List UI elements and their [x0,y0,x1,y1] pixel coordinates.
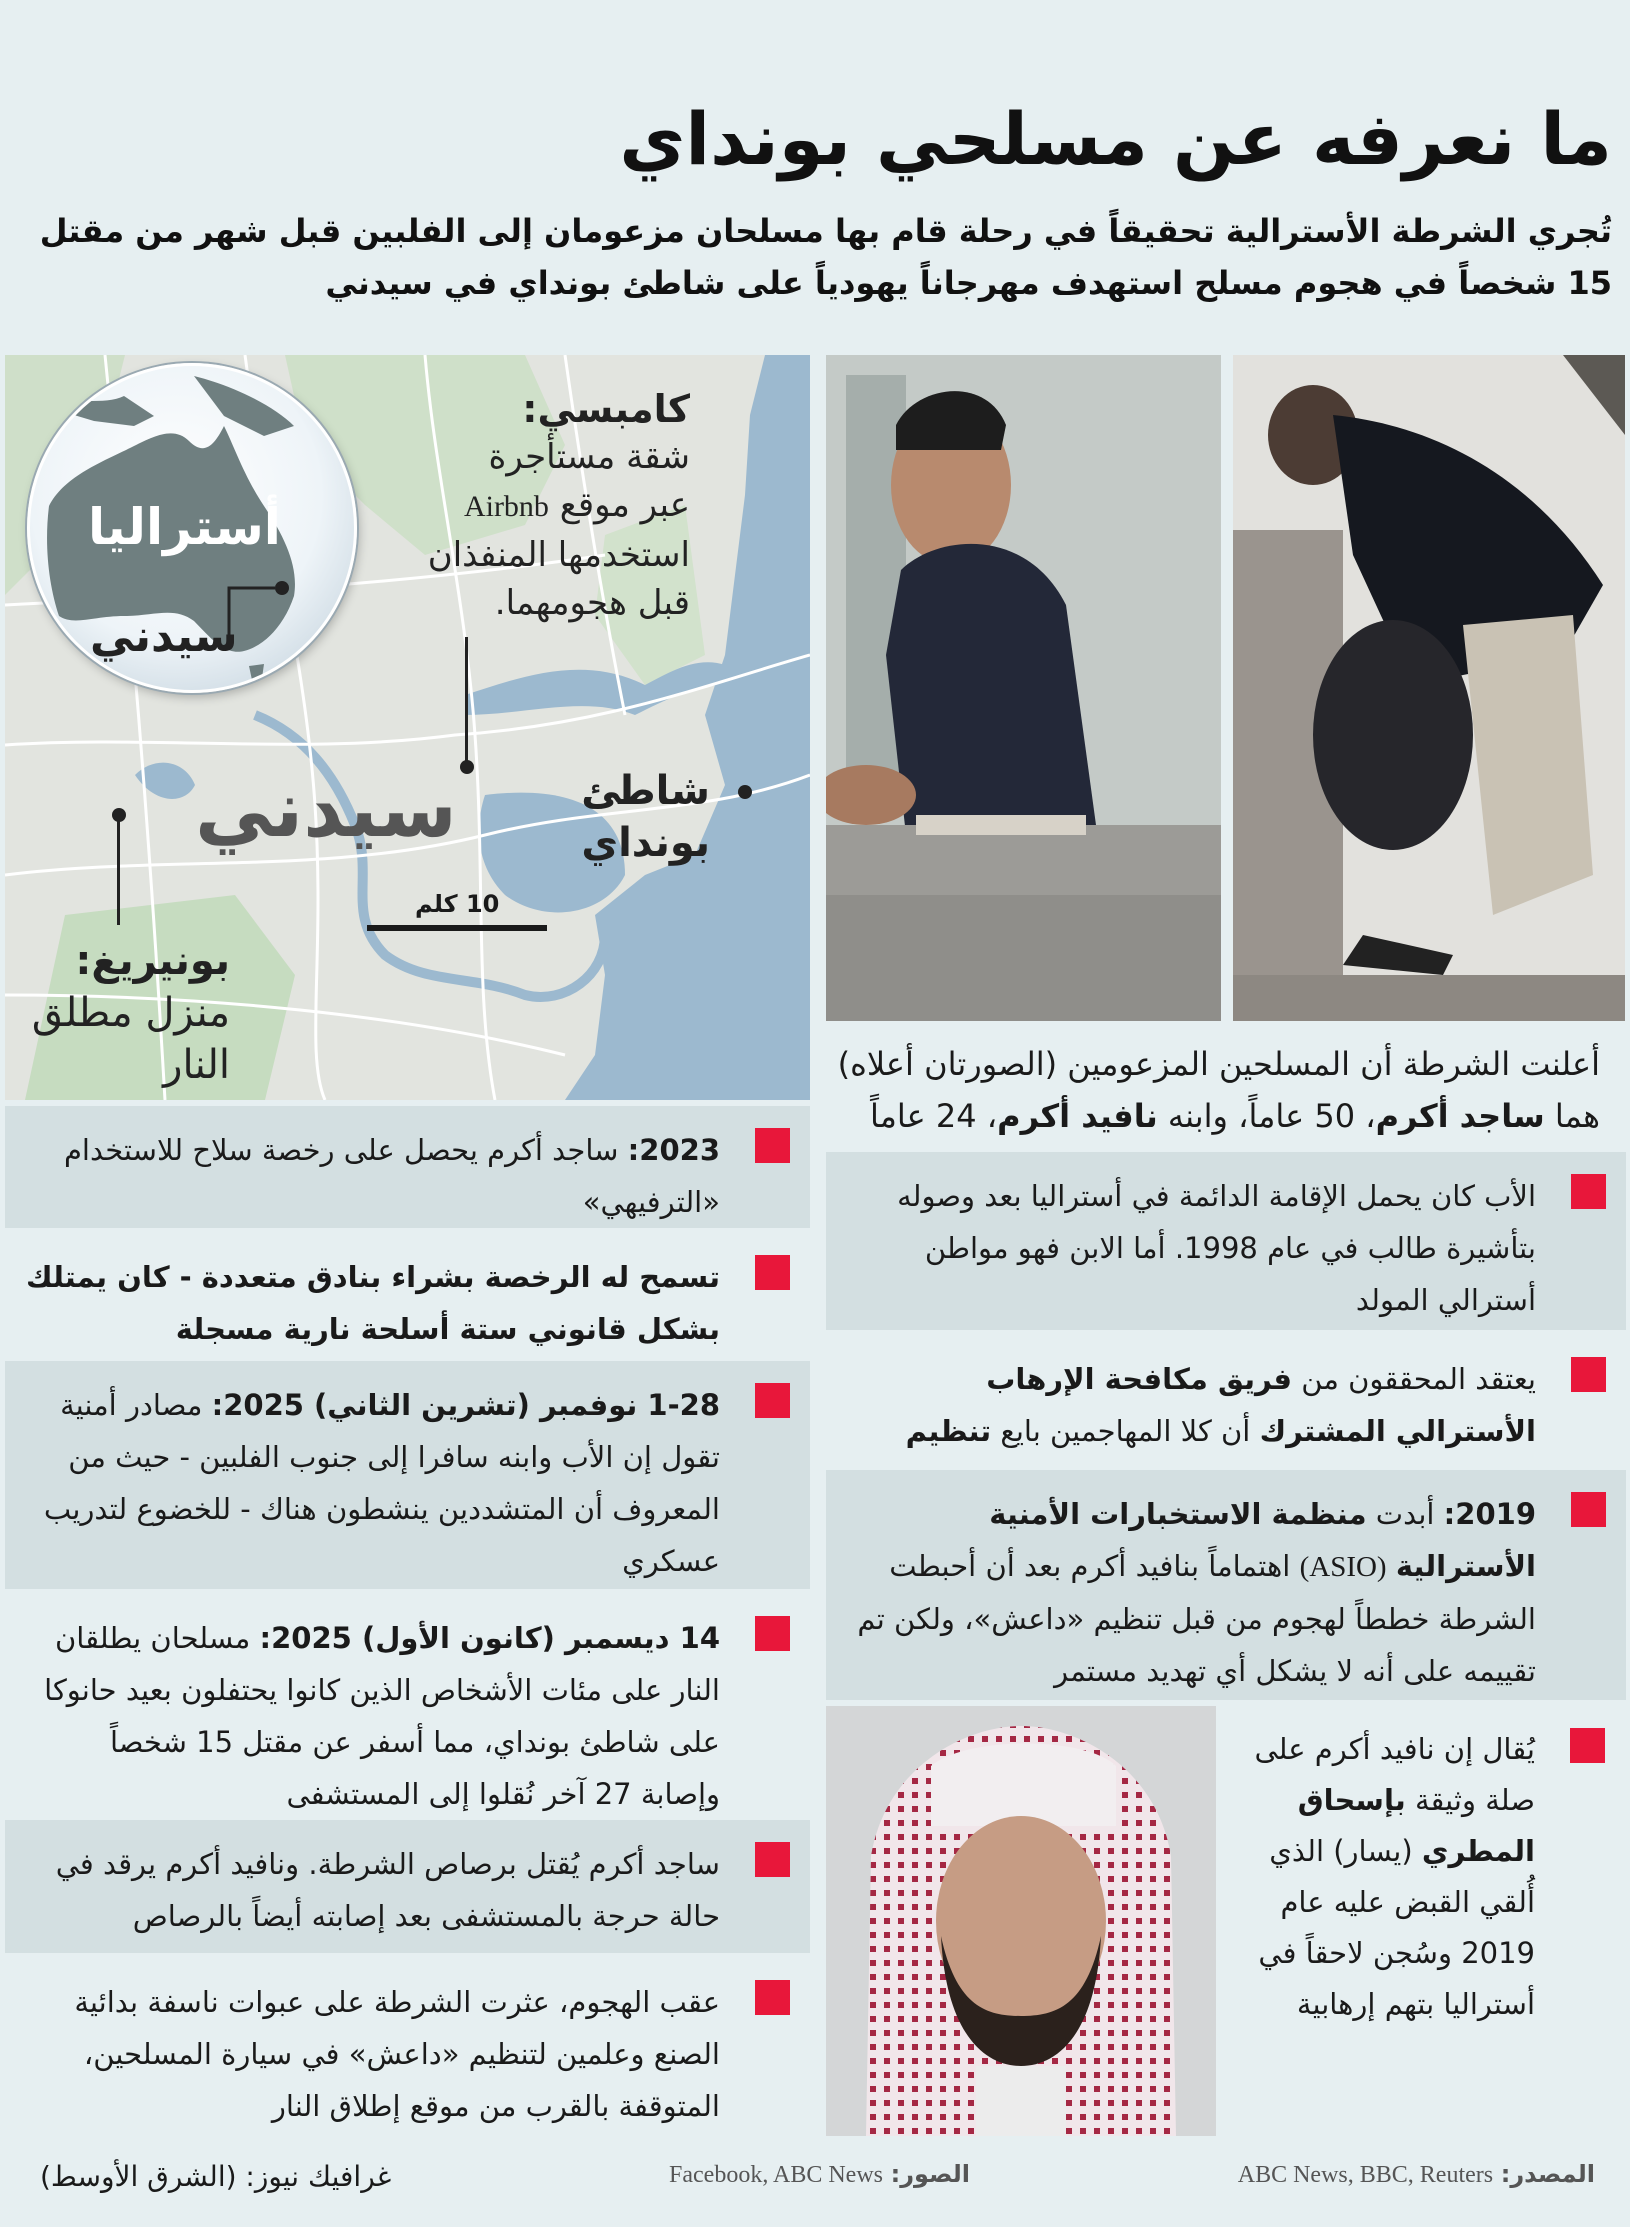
fact-body: (يسار) الذي أُلقي القبض عليه عام 2019 وسُجن لاحقاً في أستراليا بتهم إرهابية [1258,1834,1535,2021]
fact-highlight: بإسحاق المطري [1297,1783,1535,1868]
fact-body: اهتماماً بنافيد أكرم بعد أن أحبطت الشرطة خططاً لهجوم من قبل تنظيم «داعش»، ولكن تم تقييمه على أنه لا يشكل أي تهديد مستمر [857,1549,1536,1688]
campsie-line-4: قبل هجومهما. [494,583,690,623]
photos-caption [820,1038,1600,1142]
red-bullet-icon [755,1383,790,1418]
bonnyrigg-line-2: النار [163,1042,230,1088]
photos-credit [669,2160,970,2189]
caption-text: ، 50 عاماً، وابنه [1167,1097,1376,1135]
red-bullet-icon [755,1128,790,1163]
red-bullet-icon [755,1616,790,1651]
fact-date: 2023: [627,1133,720,1167]
fact-text [844,1488,1536,1697]
bondi-line-1: شاطئ [581,768,710,814]
source-value: ABC News, BBC, Reuters [1237,2162,1494,2188]
fact-text [1243,1724,1535,2030]
fact-body: ساجد أكرم يحصل على رخصة سلاح للاستخدام «الترفيهي» [63,1133,720,1219]
photo-sajid-akram [1233,355,1625,1021]
mugshot-illustration [826,1706,1216,2136]
bonnyrigg-label [15,935,230,1091]
caption-line-1: أعلنت الشرطة أن المسلحين المزعومين (الصورتان أعلاه) [837,1045,1600,1083]
bondi-pin [738,785,752,799]
fact-text: تسمح له الرخصة بشراء بنادق متعددة - كان يمتلك بشكل قانوني ستة أسلحة نارية مسجلة [25,1260,720,1346]
airbnb-brand: Airbnb [463,490,549,523]
fact-text: ساجد أكرم يُقتل برصاص الشرطة. ونافيد أكرم يرقد في حالة حرجة بالمستشفى بعد إصابته أيضاً بالرصاص [55,1847,720,1933]
caption-line-2 [820,1090,1600,1142]
source-credit [1238,2160,1595,2189]
red-bullet-icon [755,1842,790,1877]
fact-highlight: منظمة الاستخبارات الأمنية الأسترالية [989,1497,1536,1583]
sydney-city-label: سيدني [195,765,457,855]
photo-isaac-el-matari [826,1706,1216,2136]
campsie-pin-line [465,637,468,765]
fact-date: 2019: [1443,1497,1536,1531]
fact-text [23,1379,720,1587]
page-title: ما نعرفه عن مسلحي بونداي [619,97,1612,181]
bonnyrigg-line-1: منزل مطلق [31,990,230,1036]
scale-bar [367,925,547,931]
fact-body: يُقال إن نافيد أكرم على صلة وثيقة [1254,1732,1535,1817]
scale-label: 10 كلم [415,890,500,918]
fact-panel [1225,1706,1625,2136]
caption-name-son: نافيد أكرم [997,1097,1158,1135]
campsie-line-2 [370,481,690,531]
australia-globe-inset [27,363,357,693]
fact-text: الأب كان يحمل الإقامة الدائمة في أستراليا بعد وصوله بتأشيرة طالب في عام 1998. أما الابن فهو مواطن أسترالي المولد [897,1179,1536,1317]
photo-naveed-akram [826,355,1221,1021]
sydney-map [5,355,810,1100]
fact-panel [5,1106,810,1228]
son-photo-illustration [826,355,1221,1021]
fact-panel [826,1335,1626,1465]
fact-date: 14 ديسمبر (كانون الأول) 2025: [259,1621,720,1655]
fact-body: أبدت [1366,1497,1444,1531]
globe-country-label: أستراليا [88,498,281,556]
graphic-credit: غرافيك نيوز: (الشرق الأوسط) [40,2160,392,2193]
red-bullet-icon [1571,1492,1606,1527]
fact-body: مسلحان يطلقان النار على مئات الأشخاص الذين كانوا يحتفلون بعيد حانوكا على شاطئ بونداي، مما أسفر عن مقتل 15 شخصاً وإصابة 27 آخر نُقلوا إلى المستشفى [44,1621,720,1811]
fact-text: عقب الهجوم، عثرت الشرطة على عبوات ناسفة بدائية الصنع وعلمين لتنظيم «داعش» في سيارة المسلحين، المتوقفة بالقرب من موقع إطلاق النار [74,1985,720,2123]
fact-highlight: فريق مكافحة الإرهاب الأسترالي المشترك [986,1362,1536,1448]
red-bullet-icon [755,1980,790,2015]
photos-label: الصور: [890,2160,970,2188]
red-bullet-icon [755,1255,790,1290]
fact-panel [826,1152,1626,1330]
bondi-beach-label [570,765,710,869]
fact-body: يعتقد المحققون من [1292,1362,1536,1396]
caption-name-father: ساجد أكرم [1375,1097,1545,1135]
caption-text: هما [1554,1097,1600,1135]
fact-body: أن كلا المهاجمين بايع [991,1414,1260,1448]
campsie-pin [460,760,474,774]
globe-city-label: سيدني [90,611,238,662]
fact-panel [5,1361,810,1589]
fact-text [23,1612,720,1820]
campsie-line-2-text: عبر موقع [559,485,690,525]
bonnyrigg-pin-line [117,815,120,925]
fact-highlight: تنظيم [905,1414,992,1448]
caption-text: ، 24 عاماً [870,1097,998,1135]
page-subtitle: تُجري الشرطة الأسترالية تحقيقاً في رحلة قام بها مسلحان مزعومان إلى الفلبين قبل شهر من مقتل 15 شخصاً في هجوم مسلح استهدف مهرجاناً يهودياً على شاطئ بونداي في سيدني [39,212,1612,302]
fact-panel [5,1820,810,1953]
red-bullet-icon [1571,1357,1606,1392]
campsie-line-1: شقة مستأجرة [488,437,690,477]
bondi-line-2: بونداي [581,820,710,866]
asio-abbrev: (ASIO) [1299,1551,1387,1583]
photos-value: Facebook, ABC News [669,2162,883,2188]
campsie-heading: كامبسي: [522,387,690,431]
fact-panel [5,1594,810,1814]
fact-date: 1-28 نوفمبر (تشرين الثاني) 2025: [211,1388,720,1422]
fact-panel [5,1233,810,1351]
fact-text [23,1124,720,1228]
red-bullet-icon [1571,1174,1606,1209]
fact-panel [826,1470,1626,1700]
fact-body: مصادر أمنية تقول إن الأب وابنه سافرا إلى جنوب الفلبين - حيث من المعروف أن المتشددين ينشطون هناك - للخضوع لتدريب عسكري [43,1388,720,1578]
father-photo-illustration [1233,355,1625,1021]
fact-panel [5,1958,810,2133]
campsie-line-3: استخدمها المنفذان [427,535,690,575]
red-bullet-icon [1570,1728,1605,1763]
source-label: المصدر: [1500,2160,1595,2188]
campsie-label [370,385,690,627]
bonnyrigg-heading: بونيريغ: [75,938,230,984]
